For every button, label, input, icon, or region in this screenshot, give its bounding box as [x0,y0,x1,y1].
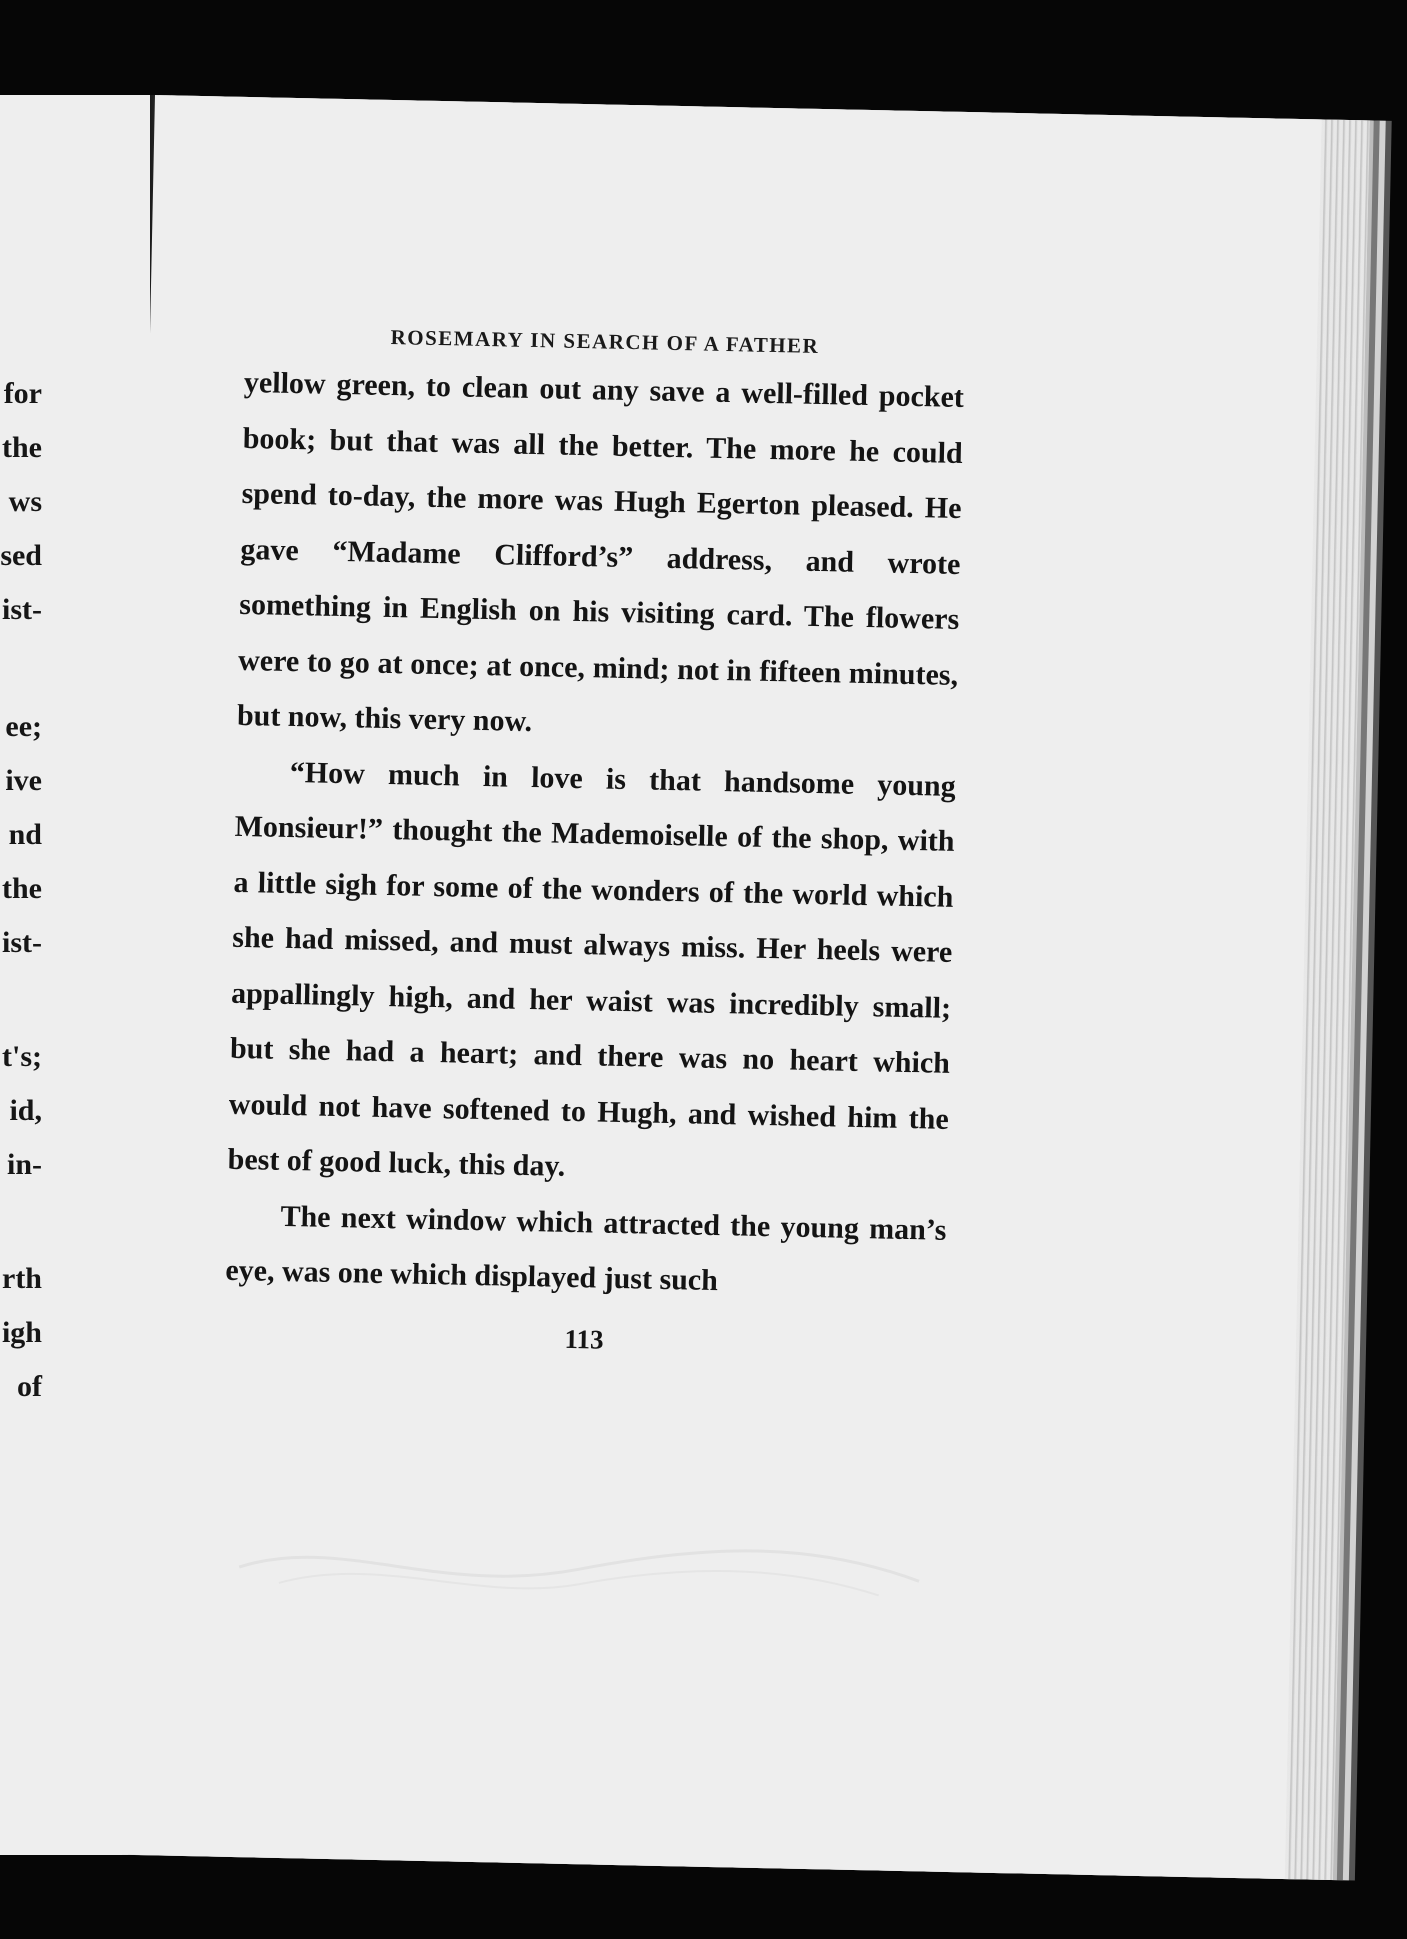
paragraph: The next window which attracted the young man’s eye, was one which displayed just such [225,1199,947,1298]
faint-ornament [219,1527,940,1612]
left-line-fragment: for [3,377,42,410]
left-line-fragment: the [2,872,42,905]
paragraph: “How much in love is that handsome young Monsieur!” thought the Mademoiselle of the shop, with a little sigh for some of the wonders of the world which she had missed, and must always miss. Her heels were appallingly high, and her waist was incredibly small; but she had a heart; and there was no heart which would not have softened to Hugh, and wished him the best of good luck, this day. [227,755,957,1183]
left-line-fragment: ist- [2,926,42,959]
left-line-fragment: igh [1,1316,42,1349]
left-line-fragment: sed [0,539,42,572]
left-line-fragment: id, [9,1094,42,1127]
left-line-fragment: ws [8,485,42,518]
left-line-fragment: ist- [2,593,42,626]
left-line-fragment: t's; [2,1040,42,1073]
page-text-block [224,322,965,1362]
left-line-fragment: ive [5,764,42,797]
running-head: ROSEMARY IN SEARCH OF A FATHER [390,324,820,358]
left-line-fragment: ee; [5,710,42,743]
right-page [118,95,1370,1880]
left-line-fragment: in- [6,1148,42,1181]
left-line-fragment: rth [2,1262,42,1295]
left-line-fragment: the [2,431,42,464]
left-line-fragment: of [17,1370,42,1403]
page-edge-stack [1285,119,1370,1880]
paragraph: yellow green, to clean out any save a well-filled pocket book; but that was all the better. The more he could spend to-day, the more was Hugh Egerton pleased. He gave “Madame Clifford’s” address, and wrote something in English on his visiting card. The flowers were to go at once; at once, mind; not in fifteen minutes, but now, this very now. [236,365,965,739]
page-number: 113 [564,1323,604,1355]
left-line-fragment: nd [8,818,42,851]
